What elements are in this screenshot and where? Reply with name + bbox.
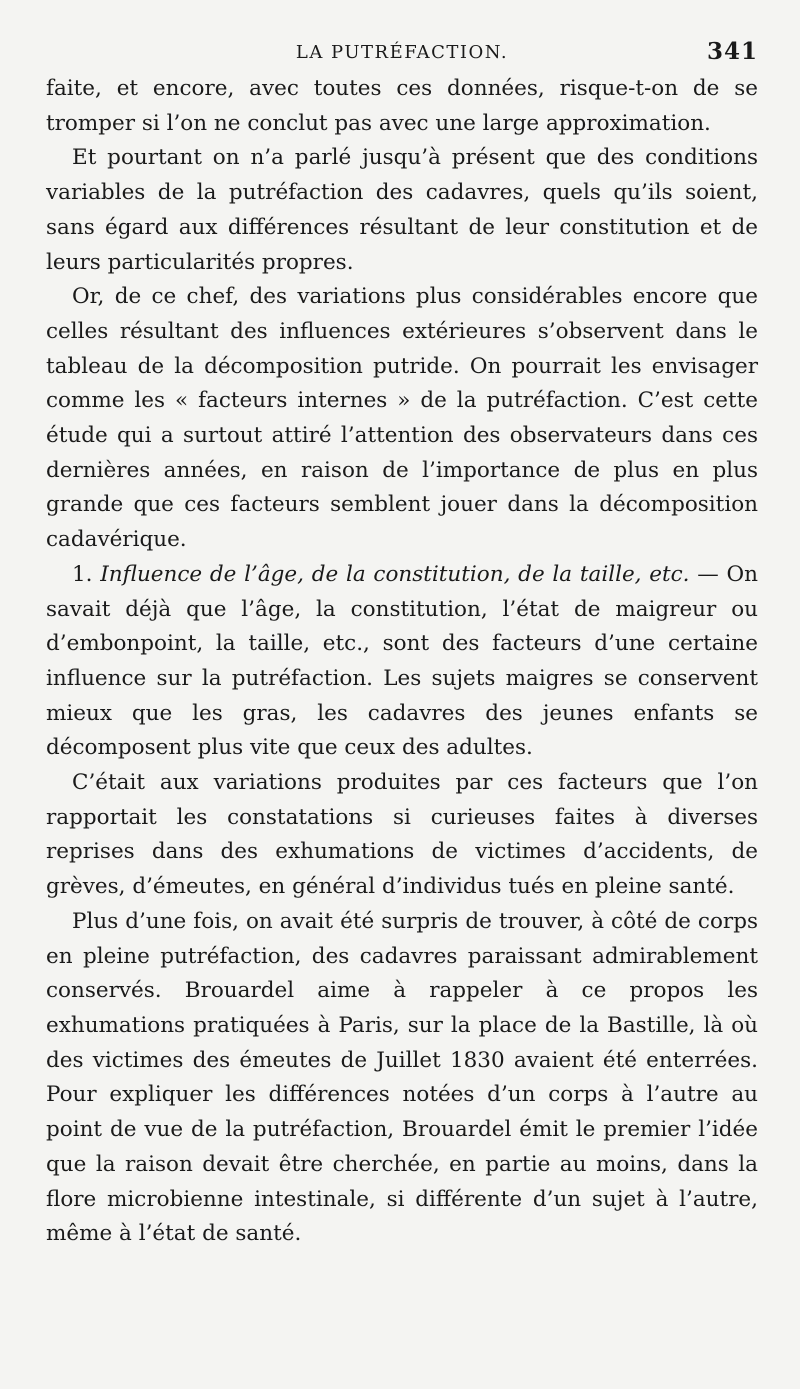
section-dash: — <box>689 561 719 587</box>
section-paragraph <box>46 558 758 766</box>
body-text <box>46 72 758 1252</box>
paragraph-text: Plus d’une fois, on avait été surpris de trouver, à côté de corps en pleine putréfaction, des cadavres paraissant admirablement conservés. Brouardel aime à rappeler à ce propos les exhumations pratiquées à Paris, sur la place de la Bastille, là où des victimes des émeutes de Juillet 1830 avaient été enterrées. Pour expliquer les différences notées d’un corps à l’autre au point de vue de la putréfaction, Brouardel émit le premier l’idée que la raison devait être cherchée, en partie au moins, dans la flore microbienne intestinale, si différente d’un sujet à l’autre, même à l’état de santé. <box>46 908 758 1247</box>
section-heading: Influence de l’âge, de la constitution, de la taille, etc. <box>100 561 690 587</box>
page-number: 341 <box>706 38 758 65</box>
paragraph-text: Et pourtant on n’a parlé jusqu’à présent que des conditions variables de la putréfaction des cadavres, quels qu’ils soient, sans égard aux différences résultant de leur constitution et de leurs particularités propres. <box>46 145 758 275</box>
paragraph <box>46 141 758 280</box>
paragraph <box>46 766 758 905</box>
paragraph-text: faite, et encore, avec toutes ces données, risque-t-on de se tromper si l’on ne conclut pas avec une large approximation. <box>46 76 758 136</box>
paragraph-text: Or, de ce chef, des variations plus considérables encore que celles résultant des influences extérieures s’observent dans le tableau de la décomposition putride. On pourrait les envisager comme les « facteurs internes » de la putréfaction. C’est cette étude qui a surtout attiré l’attention des observateurs dans ces dernières années, en raison de l’importance de plus en plus grande que ces facteurs semblent jouer dans la décomposition cadavérique. <box>46 284 758 553</box>
paragraph-text: On savait déjà que l’âge, la constitution, l’état de maigreur ou d’embonpoint, la taille, etc., sont des facteurs d’une certaine influence sur la putréfaction. Les sujets maigres se conservent mieux que les gras, les cadavres des jeunes enfants se décomposent plus vite que ceux des adultes. <box>46 561 759 761</box>
running-title: LA PUTRÉFACTION. <box>295 42 509 63</box>
paragraph <box>46 905 758 1252</box>
paragraph-text: C’était aux variations produites par ces facteurs que l’on rapportait les constatations si curieuses faites à diverses reprises dans des exhumations de victimes d’accidents, de grèves, d’émeutes, en général d’individus tués en pleine santé. <box>46 770 758 900</box>
running-header <box>46 32 758 72</box>
section-number: 1. <box>72 561 93 587</box>
paragraph-continued <box>46 72 758 141</box>
paragraph <box>46 280 758 558</box>
